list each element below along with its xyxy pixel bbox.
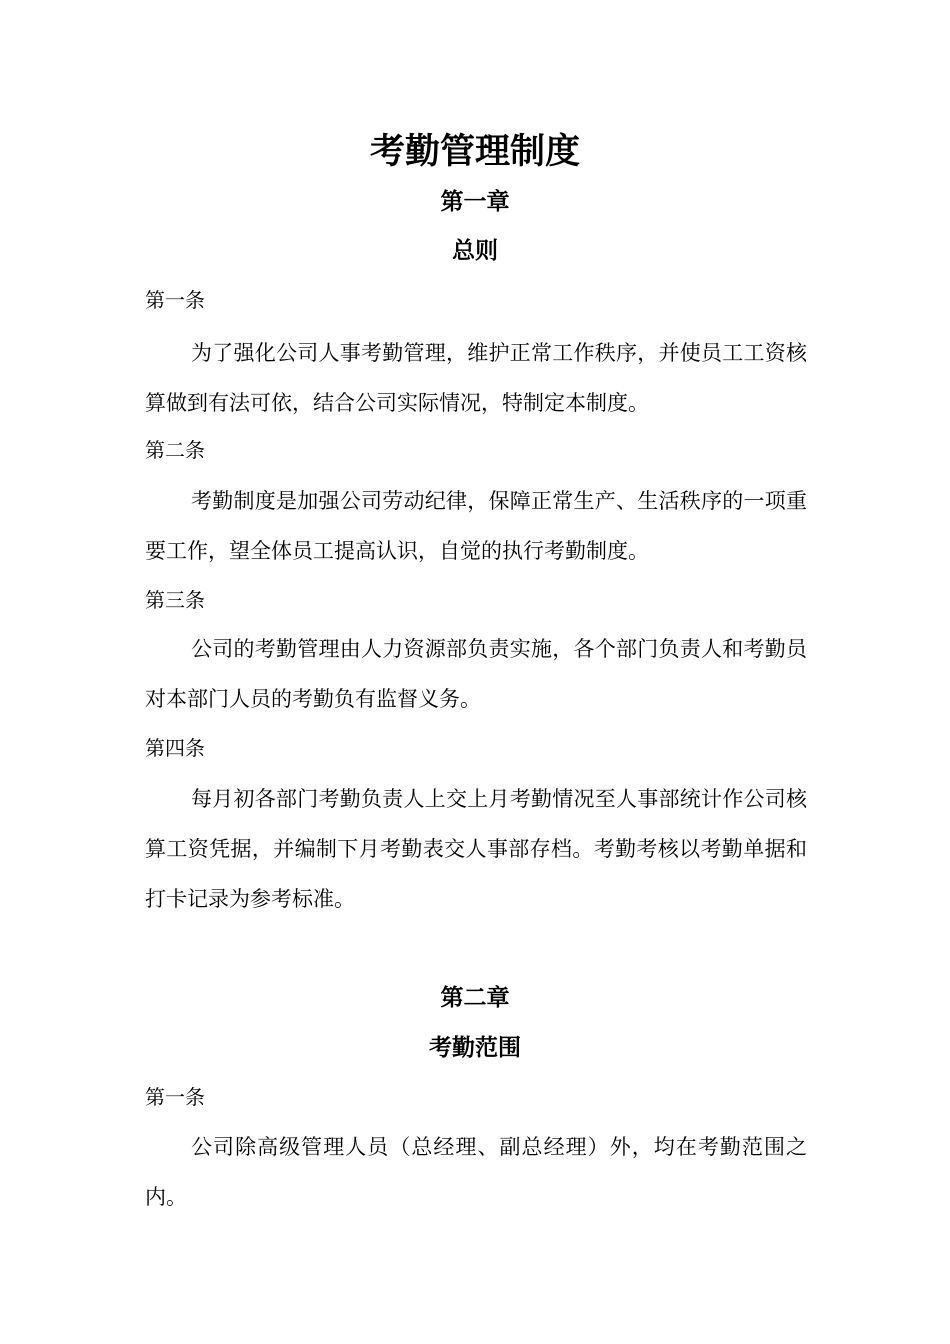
chapter-2-article-1-label: 第一条: [145, 1085, 205, 1109]
chapter-1-article-3-label: 第三条: [145, 588, 205, 612]
chapter-1-article-2-text: 考勤制度是加强公司劳动纪律，保障正常生产、生活秩序的一项重要工作，望全体员工提高认识，自觉的执行考勤制度。: [145, 489, 807, 563]
chapter-1-article-4-text: 每月初各部门考勤负责人上交上月考勤情况至人事部统计作公司核算工资凭据，并编制下月考勤表交人事部存档。考勤考核以考勤单据和打卡记录为参考标准。: [145, 787, 807, 911]
chapter-2-number: 第二章: [440, 984, 510, 1011]
chapter-2-name: 考勤范围: [429, 1034, 521, 1061]
chapter-1-article-4-label: 第四条: [145, 736, 205, 760]
chapter-1-number: 第一章: [440, 188, 510, 215]
chapter-1-article-1-text: 为了强化公司人事考勤管理，维护正常工作秩序，并使员工工资核算做到有法可依，结合公司实际情况，特制定本制度。: [145, 341, 807, 415]
chapter-1-name: 总则: [452, 237, 498, 264]
chapter-1-article-1-label: 第一条: [145, 288, 205, 312]
chapter-2-article-1-text: 公司除高级管理人员（总经理、副总经理）外，均在考勤范围之内。: [145, 1135, 807, 1209]
chapter-1-article-3-text: 公司的考勤管理由人力资源部负责实施，各个部门负责人和考勤员对本部门人员的考勤负有监督义务。: [145, 637, 807, 711]
chapter-1-article-2-label: 第二条: [145, 438, 205, 462]
document-title: 考勤管理制度: [369, 131, 580, 172]
